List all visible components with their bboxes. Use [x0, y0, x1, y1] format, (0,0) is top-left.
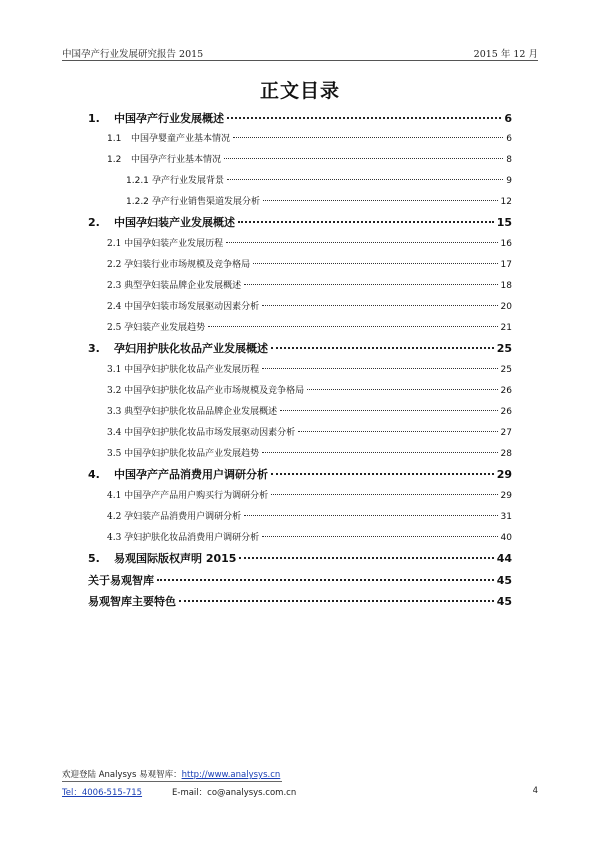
toc-entry-page: 28 — [500, 449, 512, 459]
toc-entry-page: 17 — [500, 260, 512, 270]
toc-dot-leader — [227, 117, 501, 119]
toc-entry-page: 18 — [500, 281, 512, 291]
toc-entry-number: 4. — [88, 468, 100, 481]
toc-entry-number: 2. — [88, 216, 100, 229]
toc-entry-page: 45 — [496, 574, 512, 587]
footer-email: E-mail：co@analysys.com.cn — [172, 788, 297, 798]
page-title: 正文目录 — [259, 80, 340, 102]
toc-entry-number: 1.2 — [107, 155, 122, 165]
toc-dot-leader — [271, 347, 494, 349]
toc-entry-title: 孕产行业发展背景 — [152, 176, 225, 186]
toc-entry-page: 21 — [500, 323, 512, 333]
toc-entry-page: 8 — [506, 155, 512, 165]
toc-entry[interactable] — [88, 572, 512, 588]
toc-dot-leader — [263, 200, 498, 201]
toc-entry[interactable] — [107, 362, 512, 375]
toc-entry-title: 2.4 中国孕妇装市场发展驱动因素分析 — [107, 302, 260, 312]
toc-dot-leader — [271, 494, 497, 495]
toc-entry-page: 44 — [496, 552, 512, 565]
toc-entry-title: 3.1 中国孕妇护肤化妆品产业发展历程 — [107, 365, 260, 375]
toc-entry[interactable] — [107, 425, 512, 438]
footer-url-link[interactable]: http://www.analysys.cn — [181, 770, 281, 780]
toc-entry-title: 中国孕婴童产业基本情况 — [131, 134, 231, 144]
toc-dot-leader — [244, 515, 497, 516]
toc-dot-leader — [224, 158, 503, 159]
header-divider — [62, 60, 538, 61]
toc-entry-page: 31 — [500, 512, 512, 522]
toc-entry-title: 易观国际版权声明 2015 — [114, 552, 237, 565]
toc-entry[interactable] — [107, 446, 512, 459]
toc-entry-page: 25 — [500, 365, 512, 375]
toc-entry-page: 27 — [500, 428, 512, 438]
toc-entry-title: 3.4 中国孕妇护肤化妆品市场发展驱动因素分析 — [107, 428, 296, 438]
toc-entry-title: 中国孕产产品消费用户调研分析 — [114, 468, 268, 481]
toc-entry-page: 29 — [496, 468, 512, 481]
toc-entry[interactable] — [88, 550, 512, 566]
footer-contact-line — [62, 786, 538, 798]
toc-entry-title: 孕产行业销售渠道发展分析 — [152, 197, 261, 207]
toc-dot-leader — [262, 368, 497, 369]
toc-entry[interactable] — [107, 257, 512, 270]
toc-entry[interactable] — [126, 194, 512, 207]
toc-entry-title: 3.2 中国孕妇护肤化妆品产业市场规模及竞争格局 — [107, 386, 305, 396]
toc-entry[interactable] — [107, 236, 512, 249]
toc-entry[interactable] — [88, 340, 512, 356]
toc-dot-leader — [253, 263, 497, 264]
toc-entry-title: 2.1 中国孕妇装产业发展历程 — [107, 239, 224, 249]
toc-entry-page: 6 — [506, 134, 512, 144]
toc-dot-leader — [262, 536, 497, 537]
toc-entry[interactable] — [107, 278, 512, 291]
toc-dot-leader — [298, 431, 497, 432]
toc-dot-leader — [233, 137, 503, 138]
toc-entry-page: 16 — [500, 239, 512, 249]
toc-entry-title: 2.5 孕妇装产业发展趋势 — [107, 323, 206, 333]
header-report-title: 中国孕产行业发展研究报告 2015 — [62, 49, 204, 60]
toc-dot-leader — [239, 557, 493, 559]
toc-entry[interactable] — [88, 466, 512, 482]
toc-entry-page: 25 — [496, 342, 512, 355]
toc-dot-leader — [262, 305, 497, 306]
toc-entry-page: 45 — [496, 595, 512, 608]
page-number: 4 — [532, 786, 538, 796]
toc-entry-title: 3.3 典型孕妇护肤化妆品品牌企业发展概述 — [107, 407, 278, 417]
toc-entry-title: 4.2 孕妇装产品消费用户调研分析 — [107, 512, 242, 522]
header-date: 2015 年 12 月 — [473, 49, 538, 60]
toc-entry[interactable] — [107, 530, 512, 543]
toc-entry-page: 40 — [500, 533, 512, 543]
toc-entry-number: 1.1 — [107, 134, 122, 144]
toc-entry-page: 29 — [500, 491, 512, 501]
toc-entry-title: 中国孕产行业基本情况 — [131, 155, 222, 165]
toc-dot-leader — [227, 179, 503, 180]
footer-divider — [62, 781, 282, 782]
footer-tel-link[interactable]: Tel：4006-515-715 — [62, 788, 143, 798]
toc-dot-leader — [307, 389, 497, 390]
footer-welcome-text: 欢迎登陆 Analysys 易观智库： — [62, 770, 182, 780]
toc-entry[interactable] — [107, 488, 512, 501]
toc-entry[interactable] — [107, 131, 512, 144]
toc-entry[interactable] — [107, 383, 512, 396]
toc-dot-leader — [280, 410, 497, 411]
toc-entry-page: 20 — [500, 302, 512, 312]
toc-entry[interactable] — [107, 320, 512, 333]
toc-entry-page: 26 — [500, 407, 512, 417]
toc-entry-title: 4.1 中国孕产产品用户购买行为调研分析 — [107, 491, 269, 501]
toc-entry-page: 6 — [504, 112, 512, 125]
toc-dot-leader — [179, 600, 494, 602]
toc-entry-title: 关于易观智库 — [88, 574, 154, 587]
toc-entry-number: 1. — [88, 112, 100, 125]
toc-entry[interactable] — [126, 173, 512, 186]
toc-entry-page: 12 — [500, 197, 512, 207]
toc-entry[interactable] — [88, 593, 512, 609]
toc-dot-leader — [238, 221, 494, 223]
toc-entry-page: 15 — [496, 216, 512, 229]
toc-dot-leader — [157, 579, 494, 581]
toc-entry-title: 孕妇用护肤化妆品产业发展概述 — [114, 342, 268, 355]
toc-dot-leader — [208, 326, 497, 327]
toc-entry-title: 中国孕妇装产业发展概述 — [114, 216, 235, 229]
toc-dot-leader — [271, 473, 494, 475]
toc-entry-page: 9 — [506, 176, 512, 186]
toc-entry[interactable] — [107, 152, 512, 165]
toc-dot-leader — [244, 284, 497, 285]
toc-dot-leader — [226, 242, 497, 243]
toc-entry[interactable] — [88, 110, 512, 126]
toc-dot-leader — [262, 452, 497, 453]
toc-entry[interactable] — [107, 509, 512, 522]
toc-entry-number: 1.2.1 — [126, 176, 149, 186]
toc-entry-title: 中国孕产行业发展概述 — [114, 112, 224, 125]
toc-entry-title: 易观智库主要特色 — [88, 595, 176, 608]
toc-entry-number: 5. — [88, 552, 100, 565]
toc-entry-number: 1.2.2 — [126, 197, 149, 207]
toc-entry[interactable] — [88, 214, 512, 230]
footer-website-line — [62, 768, 538, 780]
toc-entry[interactable] — [107, 404, 512, 417]
toc-entry-title: 3.5 中国孕妇护肤化妆品产业发展趋势 — [107, 449, 260, 459]
toc-entry-title: 2.3 典型孕妇装品牌企业发展概述 — [107, 281, 242, 291]
toc-entry-page: 26 — [500, 386, 512, 396]
toc-entry-number: 3. — [88, 342, 100, 355]
toc-entry-title: 4.3 孕妇护肤化妆品消费用户调研分析 — [107, 533, 260, 543]
toc-entry[interactable] — [107, 299, 512, 312]
toc-entry-title: 2.2 孕妇装行业市场规模及竞争格局 — [107, 260, 251, 270]
